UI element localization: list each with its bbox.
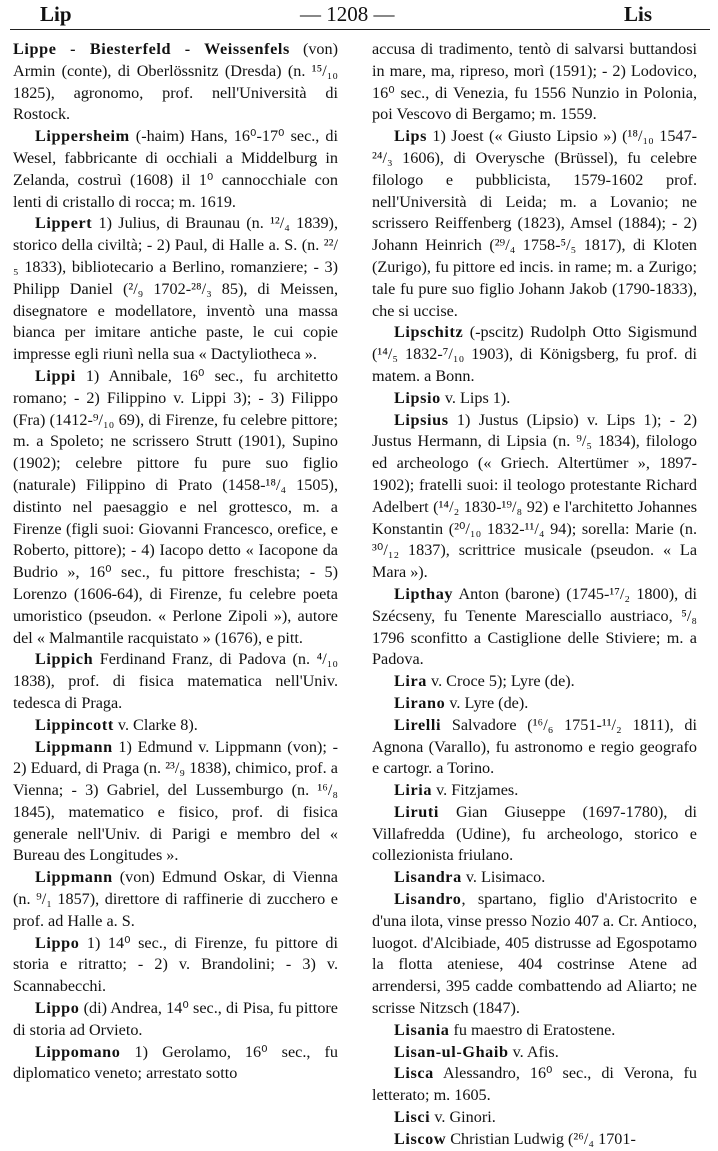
entry: [372, 802, 697, 867]
entry-headword: Lippomano: [35, 1042, 121, 1061]
entry-headword: Lippmann: [35, 868, 113, 887]
entry: [372, 388, 697, 410]
entry-text: v. Lips 1).: [440, 388, 511, 407]
entry: [372, 867, 697, 889]
entry-headword: Lisania: [394, 1020, 450, 1039]
entry-text: v. Lyre (de).: [445, 693, 529, 712]
entry-text: 1) Annibale, 16⁰ sec., fu architetto romano; - 2) Filippino v. Lippi 3); - 3) Filippo (Fra) (1412-⁹/₁₀ 69), di Firenze, fu celebre pittore; m. a Spoleto; ne scrissero Strutt (1901), Supino (1902); celebre pittore fu pure suo figlio (naturale) Filippino di Prato (1458-¹⁸/₄ 1505), distinto nel paesaggio e nel grottesco, m. a Firenze (figli suoi: Giovanni Francesco, orefice, e Roberto, pittore); - 4) Iacopo detto « Iacopone da Budrio », 16⁰ sec., fu pittore freschista; - 5) Lorenzo (1606-64), di Firenze, fu celebre poeta umoristico (pseudon. « Perlone Zipoli »), autore del « Malmantile racquistato » (1676), e pitt.: [13, 366, 338, 647]
entry: [13, 737, 338, 868]
entry-text: v. Croce 5); Lyre (de).: [426, 672, 575, 691]
entry-headword: Lipsio: [394, 388, 441, 407]
entry-text: Gian Giuseppe (1697-1780), di Villafredda (Udine), fu archeologo, storico e collezionista friulano.: [372, 802, 697, 865]
entry: [372, 889, 697, 1020]
page-header: [0, 2, 718, 28]
entry-text: 1) Justus (Lipsio) v. Lips 1); - 2) Justus Hermann, di Lipsia (n. ⁹/₅ 1834), filologo ed archeologo (« Griech. Altertümer », 1897-1902); fratelli suoi: il teologo protestante Richard Adelbert (¹⁴/₂ 1830-¹⁹/₈ 92) e l'architetto Johannes Konstantin (²⁰/₁₀ 1832-¹¹/₄ 94); sorella: Marie (n. ³⁰/₁₂ 1837), scrittrice musicale (pseudon. « La Mara »).: [372, 410, 697, 582]
entry-headword: Lippe - Biesterfeld - Weissenfels: [13, 40, 290, 58]
entry: [372, 1063, 697, 1107]
entry-headword: Lisandro: [394, 890, 462, 909]
entry-headword: Lirelli: [394, 715, 442, 734]
entry-text: (von) Armin (conte), di Oberlössnitz (Dresda) (n. ¹⁵/₁₀ 1825), agronomo, prof. nell'Università di Rostock.: [13, 40, 339, 124]
entry-text: fu maestro di Eratostene.: [449, 1020, 616, 1039]
entry-text: (von) Edmund Oskar, di Vienna (n. ⁹/₁ 1857), direttore di raffinerie di zucchero e prof. ad Halle a. S.: [13, 868, 338, 930]
entry: [13, 366, 338, 649]
entry-headword: Lipschitz: [394, 323, 464, 342]
entry-text: 1) Julius, di Braunau (n. ¹²/₄ 1839), storico della civiltà; - 2) Paul, di Halle a. S. (n. ²²/₅ 1833), bibliotecario a Berlino, romanziere; - 3) Philipp Daniel (²/₉ 1702-²⁸/₃ 85), di Meissen, disegnatore e modellatore, inventò una massa bianca per imitare antiche paste, le cui copie impresse egli riunì nella sua « Dactyliotheca ».: [13, 214, 338, 364]
entry-headword: Liria: [394, 781, 433, 800]
entry: [372, 715, 697, 780]
entry-headword: Lippincott: [35, 715, 114, 734]
entry-headword: Lisandra: [394, 868, 462, 887]
entry: [13, 867, 338, 932]
entry: [372, 1020, 697, 1042]
entry: [372, 1042, 697, 1064]
header-left-guideword: Lip: [40, 2, 72, 26]
entry: [13, 998, 338, 1042]
entry: [372, 126, 697, 322]
entry: [372, 780, 697, 802]
entry-text: 1) Joest (« Giusto Lipsio ») (¹⁸/₁₀ 1547-²⁴/₃ 1606), di Overysche (Brüssel), fu celebre filologo e pubblicista, 1579-1602 prof. nell'Università di Leida; m. a Lovanio; ne scrissero Reiffenberg (1823), Amsel (1884); - 2) Johann Heinrich (²⁹/₄ 1758-⁵/₅ 1817), di Kloten (Zurigo), fu pittore ed incis. in rame; m. a Zurigo; tale fu pure suo figlio Johann Jakob (1790-1833), che si uccise.: [372, 127, 697, 320]
entry: [13, 126, 338, 213]
entry-headword: Lippersheim: [35, 127, 130, 146]
entry: [13, 933, 338, 998]
entry-text: v. Clarke 8).: [113, 715, 198, 734]
entry-text: 1) Edmund v. Lippmann (von); - 2) Eduard, di Praga (n. ²³/₉ 1838), chimico, prof. a Vienna; - 3) Gabriel, del Lussemburgo (n. ¹⁶/₈ 1845), matematico e fisico, prof. di fisica generale nell'Univ. di Parigi e membro del « Bureau des Longitudes ».: [13, 737, 338, 865]
page-number: — 1208 —: [300, 2, 395, 26]
entry-headword: Lipthay: [394, 584, 454, 603]
entry-continuation: [372, 39, 697, 126]
entry-headword: Lisci: [394, 1108, 431, 1127]
entry: [13, 213, 338, 366]
entry-text: 1) Gerolamo, 16⁰ sec., fu diplomatico veneto; arrestato sotto: [13, 1042, 338, 1083]
entry: [372, 584, 697, 671]
right-column: [372, 39, 697, 1151]
entry-headword: Lira: [394, 672, 427, 691]
entry: [372, 671, 697, 693]
header-rule: [10, 29, 710, 30]
entry-text: Alessandro, 16⁰ sec., di Verona, fu letterato; m. 1605.: [372, 1064, 697, 1105]
entry: [372, 1107, 697, 1129]
entry-headword: Lippo: [35, 933, 80, 952]
entry-headword: Lirano: [394, 693, 446, 712]
entry-headword: Lipsius: [394, 410, 449, 429]
entry: [13, 39, 338, 126]
entry-headword: Lippo: [35, 999, 80, 1018]
entry-text: (di) Andrea, 14⁰ sec., di Pisa, fu pittore di storia ad Orvieto.: [13, 999, 338, 1039]
entry: [372, 1129, 697, 1151]
entry-text: , spartano, figlio d'Aristocrito e d'una ilota, vinse presso Nozio 407 a. Cr. Antioco, luogot. d'Alcibiade, 405 distrusse ad Egospotamo la flotta ateniese, 404 costrinse Atene ad arrendersi, 395 cadde combattendo ad Aliarto; ne scrisse Nitzsch (1847).: [372, 890, 697, 1018]
entry-headword: Lips: [394, 127, 427, 146]
entry-text: 1) 14⁰ sec., di Firenze, fu pittore di storia e ritratto; - 2) v. Brandolini; - 3) v. Scannabecchi.: [13, 933, 338, 996]
entry: [372, 693, 697, 715]
entry-headword: Lippmann: [35, 737, 113, 756]
entry-text: Christian Ludwig (²⁶/₄ 1701-: [446, 1129, 636, 1148]
entry-text: v. Lisimaco.: [461, 868, 546, 887]
entry-headword: Liruti: [394, 802, 439, 821]
entry-text: Anton (barone) (1745-¹⁷/₂ 1800), di Szécseny, fu Tenente Maresciallo austriaco, ⁵/₈ 1796 sconfitto a Castiglione delle Stiviere; m. a Padova.: [372, 584, 697, 669]
entry-text: accusa di tradimento, tentò di salvarsi buttandosi in mare, ma, ripreso, morì (1591); - 2) Lodovico, 16⁰ sec., di Venezia, fu 1556 Nunzio in Polonia, poi Vescovo di Bergamo; m. 1559.: [372, 40, 697, 124]
entry-text: Ferdinand Franz, di Padova (n. ⁴/₁₀ 1838), prof. di fisica matematica nell'Univ. tedesca di Praga.: [13, 650, 338, 712]
entry: [372, 410, 697, 584]
left-column: [13, 39, 338, 1085]
entry-headword: Lippert: [35, 214, 93, 233]
entry-text: v. Afis.: [508, 1042, 559, 1061]
entry-headword: Lisan-ul-Ghaib: [394, 1042, 509, 1061]
entry-text: (-haim) Hans, 16⁰-17⁰ sec., di Wesel, fabbricante di occhiali a Middelburg in Zelanda, costruì (1608) il 1⁰ cannocchiale con lenti di cristallo di rocca; m. 1619.: [13, 127, 338, 211]
entry: [372, 322, 697, 387]
entry-headword: Lippi: [35, 366, 76, 385]
entry-text: Salvadore (¹⁶/₆ 1751-¹¹/₂ 1811), di Agnona (Varallo), fu astronomo e regio geografo e cartogr. a Torino.: [372, 715, 697, 778]
entry: [13, 715, 338, 737]
entry-headword: Liscow: [394, 1129, 447, 1148]
entry: [13, 1042, 338, 1086]
header-right-guideword: Lis: [624, 2, 653, 26]
entry-headword: Lisca: [394, 1064, 434, 1083]
entry: [13, 649, 338, 714]
entry-text: v. Ginori.: [430, 1108, 496, 1127]
entry-headword: Lippich: [35, 650, 94, 669]
entry-text: (-pscitz) Rudolph Otto Sigismund (¹⁴/₅ 1832-⁷/₁₀ 1903), di Königsberg, fu prof. di matem. a Bonn.: [372, 323, 697, 385]
entry-text: v. Fitzjames.: [432, 781, 519, 800]
